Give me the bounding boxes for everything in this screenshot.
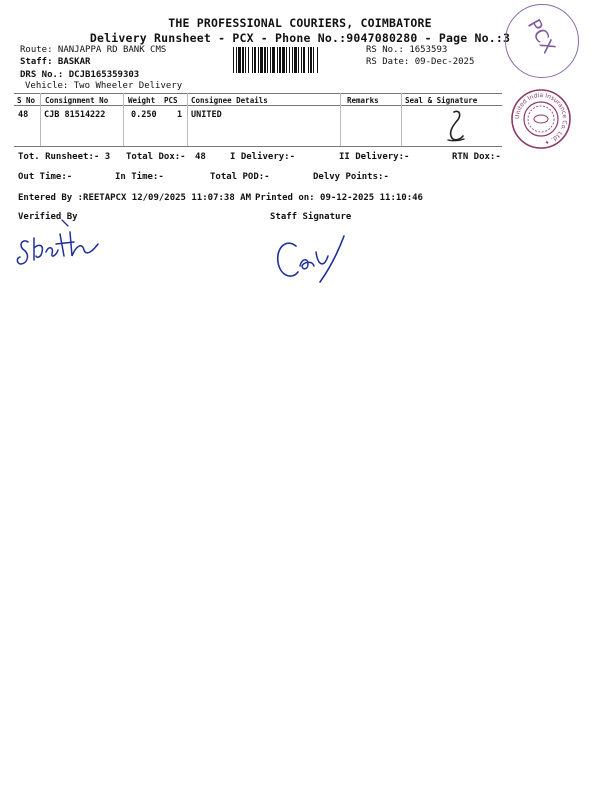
drs-number: DRS No.: DCJB165359303 bbox=[20, 70, 140, 80]
total-dox-value: 48 bbox=[195, 152, 206, 162]
barcode-bar bbox=[318, 47, 320, 73]
staff-signature-label: Staff Signature bbox=[270, 212, 352, 222]
col-divider bbox=[187, 93, 188, 146]
col-divider bbox=[123, 93, 124, 146]
verifier-signature bbox=[14, 212, 106, 272]
insurance-seal bbox=[510, 88, 572, 150]
tot-runsheet: Tot. Runsheet:- 3 bbox=[18, 152, 111, 162]
printed-on: Printed on: 09-12-2025 11:10:46 bbox=[255, 193, 423, 203]
in-time: In Time:- bbox=[115, 172, 164, 182]
col-divider bbox=[40, 93, 41, 146]
rs-date: RS Date: 09-Dec-2025 bbox=[366, 57, 475, 67]
col-header-sno: S No bbox=[17, 96, 36, 105]
recipient-signature bbox=[440, 108, 470, 144]
pcx-stamp-text: PCX bbox=[522, 15, 560, 58]
col-divider bbox=[340, 93, 341, 146]
rtn-dox: RTN Dox:- bbox=[452, 152, 501, 162]
company-title: THE PROFESSIONAL COURIERS, COIMBATORE bbox=[168, 16, 432, 30]
barcode bbox=[233, 47, 361, 73]
i-delivery: I Delivery:- bbox=[230, 152, 296, 162]
col-header-consignee: Consignee Details bbox=[191, 96, 268, 105]
verified-by-label: Verified By bbox=[18, 212, 78, 222]
total-pod: Total POD:- bbox=[210, 172, 270, 182]
row-sno: 48 bbox=[18, 110, 29, 120]
table-header-rule bbox=[14, 105, 502, 106]
route-label: Route: NANJAPPA RD BANK CMS bbox=[20, 45, 167, 55]
rs-number: RS No.: 1653593 bbox=[366, 45, 448, 55]
col-header-remarks: Remarks bbox=[347, 96, 379, 105]
col-header-consignment: Consignment No bbox=[45, 96, 109, 105]
vehicle-label: Vehicle: Two Wheeler Delivery bbox=[25, 81, 183, 91]
table-top-rule bbox=[14, 93, 502, 94]
row-weight: 0.250 bbox=[131, 110, 157, 120]
svg-text:United India Insurance Co. Ltd: United India Insurance Co. Ltd. ✦ bbox=[513, 91, 569, 146]
col-header-seal: Seal & Signature bbox=[405, 96, 478, 105]
row-consignment-no: CJB 81514222 bbox=[44, 110, 106, 120]
col-header-weight: Weight bbox=[128, 96, 156, 105]
col-header-pcs: PCS bbox=[164, 96, 178, 105]
runsheet-subtitle: Delivery Runsheet - PCX - Phone No.:9047080280 - Page No.:3 bbox=[89, 31, 511, 45]
ii-delivery: II Delivery:- bbox=[339, 152, 410, 162]
delvy-points: Delvy Points:- bbox=[313, 172, 389, 182]
entered-by: Entered By :REETAPCX 12/09/2025 11:07:38 AM bbox=[18, 193, 251, 203]
row-consignee: UNITED bbox=[191, 110, 222, 120]
total-dox-label: Total Dox:- bbox=[126, 152, 186, 162]
out-time: Out Time:- bbox=[18, 172, 73, 182]
col-divider bbox=[401, 93, 402, 146]
row-pcs: 1 bbox=[177, 110, 183, 120]
staff-label: Staff: BASKAR bbox=[20, 57, 91, 67]
table-bottom-rule bbox=[14, 146, 502, 147]
staff-signature bbox=[272, 232, 352, 284]
